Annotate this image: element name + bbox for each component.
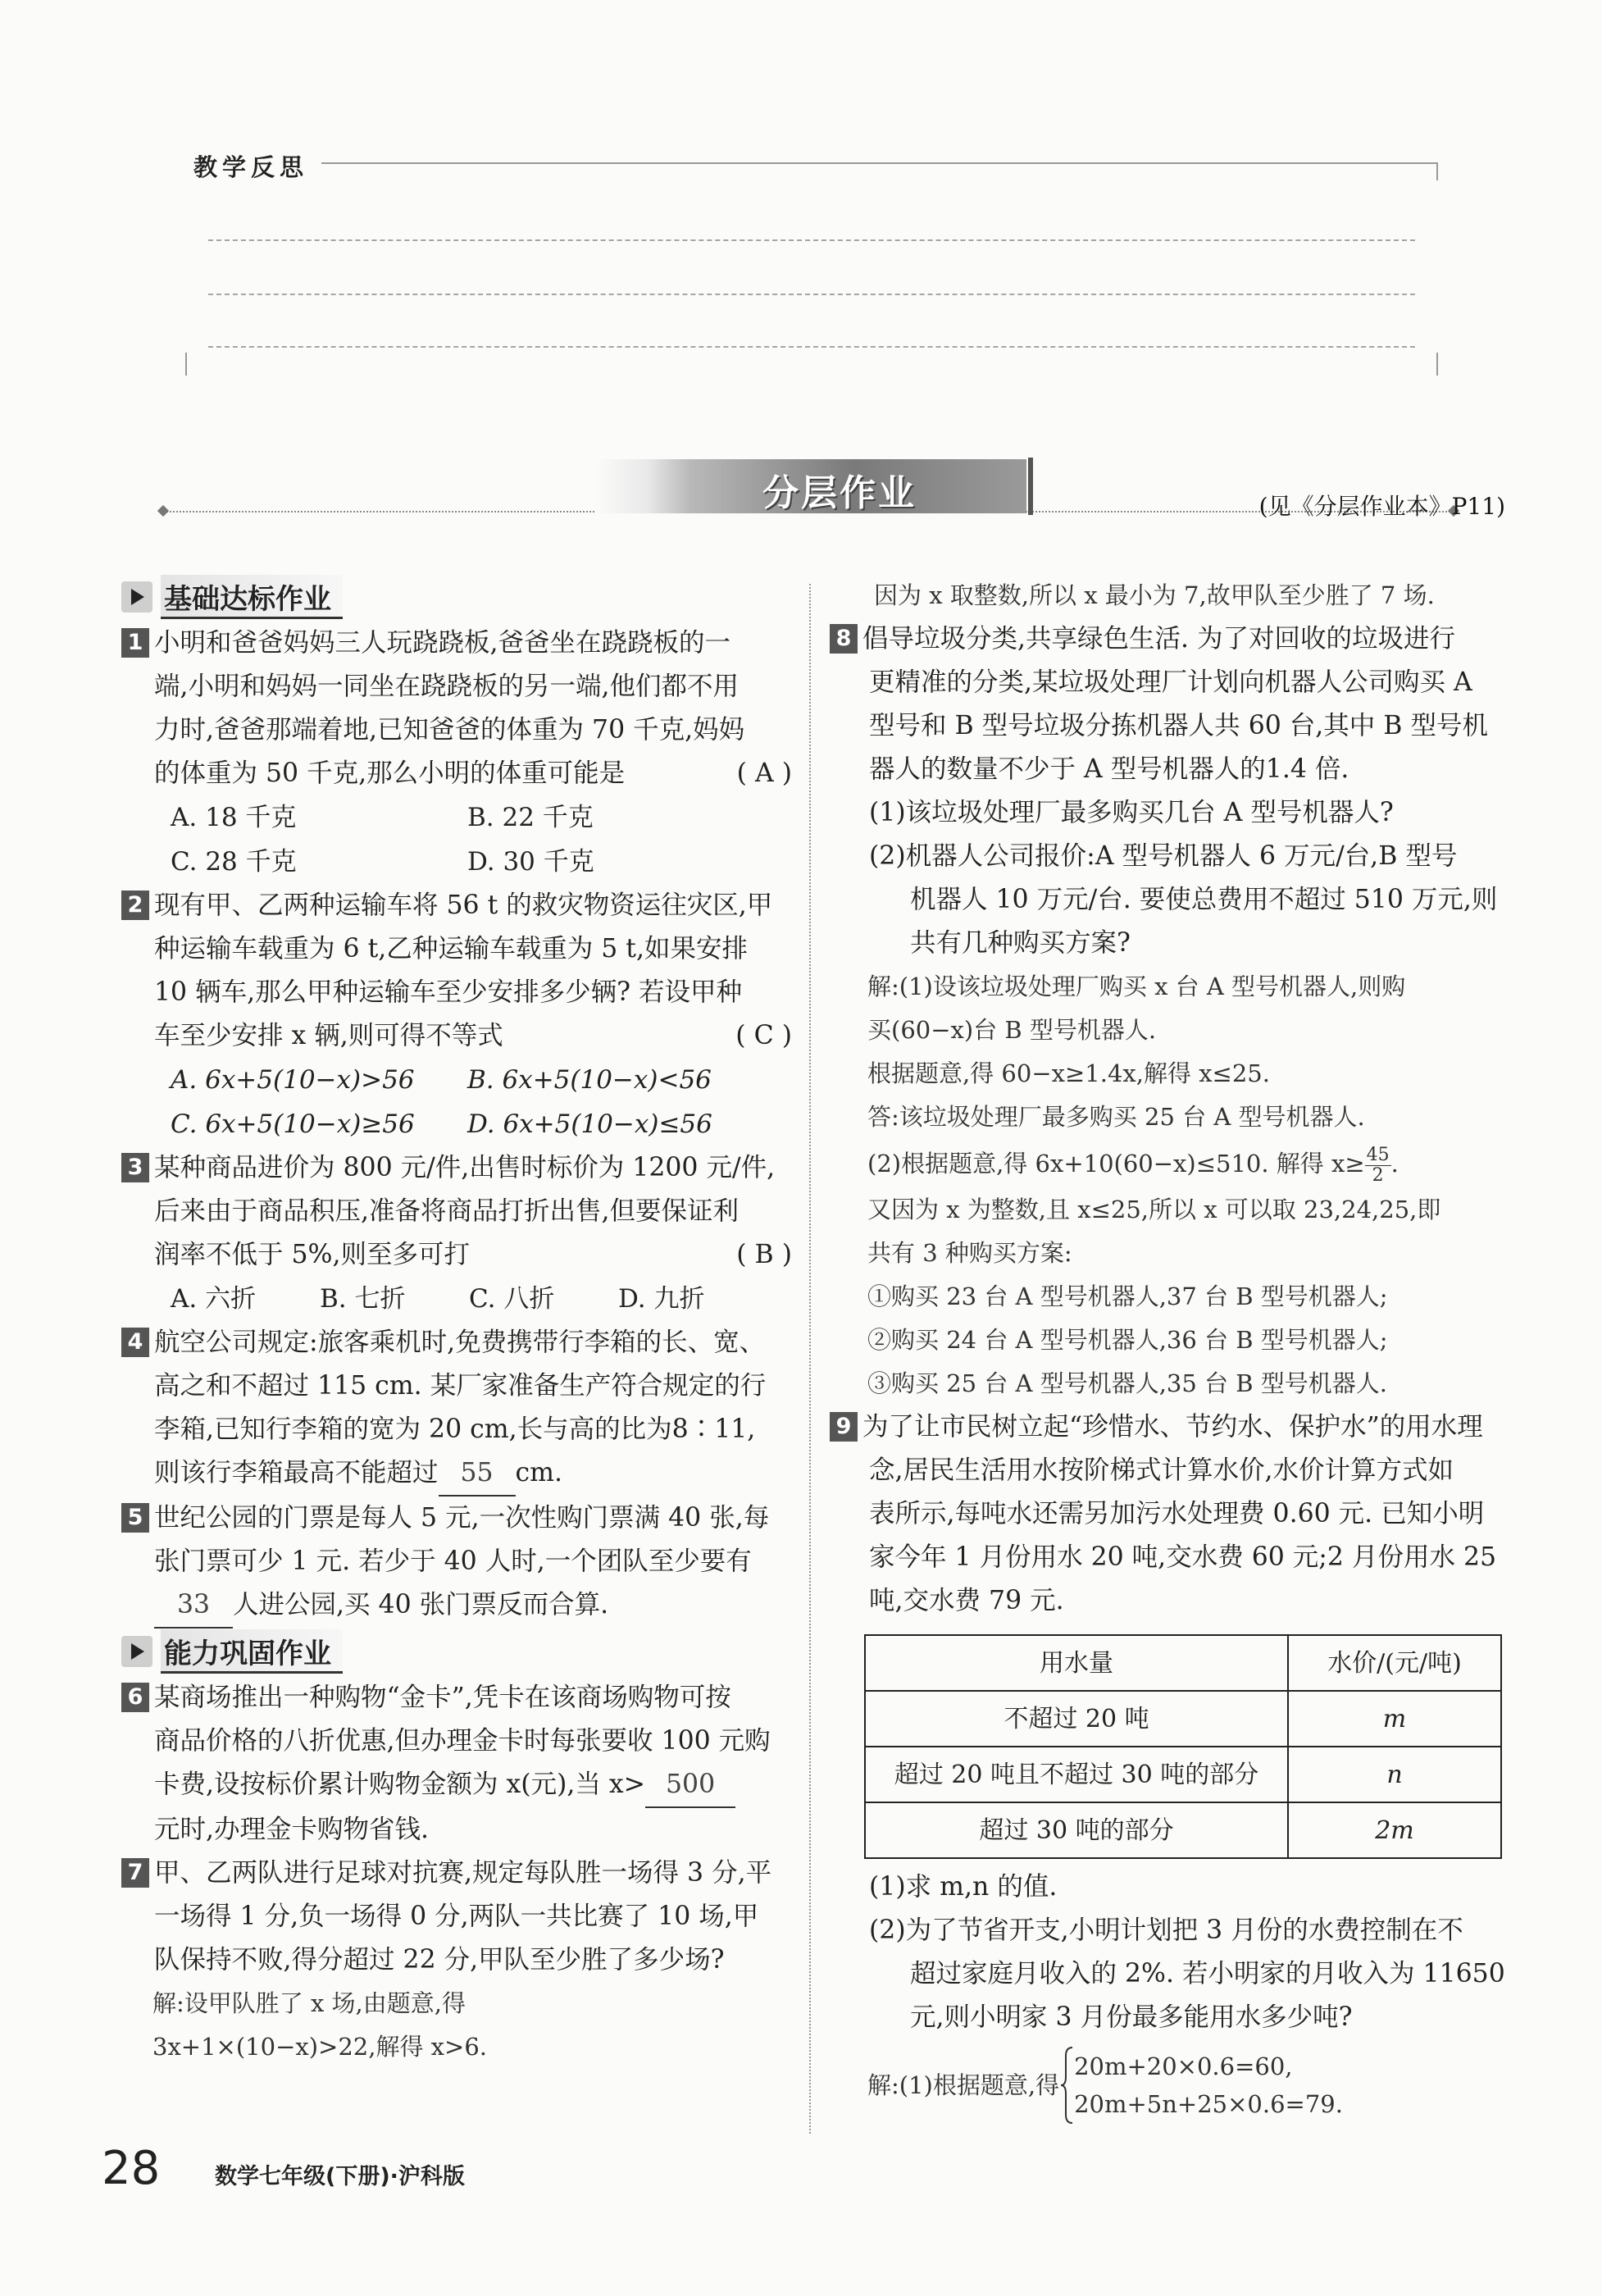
solution-system [830,2046,1510,2125]
table-row [865,1802,1501,1858]
question-4 [121,1321,792,1496]
question-text: 表所示,每吨水还需另加污水处理费 0.60 元. 已知小明 [869,1499,1485,1528]
question-text: 念,居民生活用水按阶梯式计算水价,水价计算方式如 [869,1456,1454,1485]
option-a: A. 6x+5(10−x)>56 [171,1065,415,1095]
section-header-basic [121,577,792,617]
question-text: 倡导垃圾分类,共享绿色生活. 为了对回收的垃圾进行 [862,624,1456,654]
solution-text: 3x+1×(10−x)>22,解得 x>6. [152,2033,487,2061]
question-text: 现有甲、乙两种运输车将 56 t 的救灾物资运往灾区,甲 [154,891,773,920]
table-row [865,1747,1501,1802]
option-d: D. 30 千克 [467,847,594,877]
equation-system [1074,2048,1343,2123]
table-header: 用水量 [865,1635,1288,1691]
question-text: 航空公司规定:旅客乘机时,免费携带行李箱的长、宽、 [154,1328,766,1357]
question-number: 2 [121,891,149,920]
water-price-table [864,1634,1502,1859]
solution-text: 答:该垃圾处理厂最多购买 25 台 A 型号机器人. [867,1103,1365,1131]
equation: 20m+5n+25×0.6=79. [1074,2090,1343,2118]
solution-text: (2)根据题意,得 6x+10(60−x)≤510. 解得 x≥ [867,1150,1365,1178]
reflection-right-bracket [1436,353,1438,376]
workbook-reference: (见《分层作业本》P11) [1258,493,1505,520]
section-title: 能力巩固作业 [161,1629,343,1674]
option-c: C. 八折 [469,1284,555,1314]
reflection-top-line [321,162,1438,164]
question-text: 一场得 1 分,负一场得 0 分,两队一共比赛了 10 场,甲 [154,1902,759,1931]
question-number: 6 [121,1683,149,1712]
option-d: D. 九折 [618,1284,705,1314]
banner-left-dot [157,505,169,517]
arrow-icon [121,1636,152,1667]
banner-end-bar [1028,458,1033,515]
question-text: 润率不低于 5%,则至多可打 [154,1240,470,1269]
question-6 [121,1676,792,1852]
question-text: 更精准的分类,某垃圾处理厂计划向机器人公司购买 A [869,667,1472,697]
question-text: 10 辆车,那么甲种运输车至少安排多少辆? 若设甲种 [154,977,743,1007]
solution-text: 解:(1)设该垃圾处理厂购买 x 台 A 型号机器人,则购 [867,973,1406,1000]
option-d: D. 6x+5(10−x)≤56 [467,1109,712,1139]
question-text: 甲、乙两队进行足球对抗赛,规定每队胜一场得 3 分,平 [154,1858,772,1888]
question-text: 家今年 1 月份用水 20 吨,交水费 60 元;2 月份用水 25 [869,1542,1497,1572]
table-cell: 不超过 20 吨 [865,1691,1288,1747]
question-text: 型号和 B 型号垃圾分拣机器人共 60 台,其中 B 型号机 [869,711,1488,740]
answer-choice: ( A ) [736,758,792,788]
solution-text: 解:设甲队胜了 x 场,由题意,得 [152,1989,466,2017]
question-text: 某商场推出一种购物“金卡”,凭卡在该商场购物可按 [154,1683,731,1712]
table-cell: 超过 20 吨且不超过 30 吨的部分 [865,1747,1288,1802]
solution-text: 根据题意,得 60−x≥1.4x,解得 x≤25. [867,1059,1270,1087]
question-7 [121,1852,792,2069]
arrow-icon [121,581,152,613]
question-5 [121,1496,792,1629]
table-cell: m [1288,1691,1501,1747]
question-text: 世纪公园的门票是每人 5 元,一次性购门票满 40 张,每 [154,1503,770,1533]
fraction-denominator: 2 [1372,1164,1384,1186]
sub-question: (1)求 m,n 的值. [869,1872,1058,1902]
answer-choice: ( B ) [736,1240,792,1269]
reflection-left-bracket [185,353,187,376]
solution-text: 又因为 x 为整数,且 x≤25,所以 x 可以取 23,24,25,即 [867,1196,1441,1223]
question-number: 7 [121,1858,149,1888]
fill-blank-answer: 33 [154,1583,233,1629]
question-text: 的体重为 50 千克,那么小明的体重可能是 [154,758,626,788]
question-text: 张门票可少 1 元. 若少于 40 人时,一个团队至少要有 [154,1547,752,1576]
left-column [121,577,792,2069]
option-c: C. 6x+5(10−x)≥56 [171,1109,415,1139]
sub-question: 元,则小明家 3 月份最多能用水多少吨? [910,2002,1353,2032]
question-text: 商品价格的八折优惠,但办理金卡时每张要收 100 元购 [154,1726,771,1756]
right-column [830,574,1510,2125]
table-header: 水价/(元/吨) [1288,1635,1501,1691]
sub-question: (1)该垃圾处理厂最多购买几台 A 型号机器人? [869,798,1394,827]
solution-text: ②购买 24 台 A 型号机器人,36 台 B 型号机器人; [867,1326,1388,1354]
question-text: 小明和爸爸妈妈三人玩跷跷板,爸爸坐在跷跷板的一 [154,628,731,658]
question-text: cm. [515,1458,563,1487]
fraction-numerator: 45 [1366,1144,1390,1165]
option-c: C. 28 千克 [171,847,297,877]
sub-question: 共有几种购买方案? [910,928,1131,958]
sub-question: (2)机器人公司报价:A 型号机器人 6 万元/台,B 型号 [869,841,1458,871]
question-text: 队保持不败,得分超过 22 分,甲队至少胜了多少场? [154,1945,725,1975]
fraction [1365,1146,1391,1186]
reflection-dashed-line [208,294,1415,295]
question-number: 3 [121,1153,149,1182]
section-title: 基础达标作业 [161,575,343,619]
question-text: 后来由于商品积压,准备将商品打折出售,但要保证利 [154,1196,740,1226]
solution-text: 解:(1)根据题意,得 [867,2070,1060,2099]
question-text: 为了让市民树立起“珍惜水、节约水、保护水”的用水理 [862,1412,1483,1442]
book-title: 数学七年级(下册)·沪科版 [215,2164,465,2189]
solution-text: ③购买 25 台 A 型号机器人,35 台 B 型号机器人. [867,1369,1388,1397]
question-text: 种运输车载重为 6 t,乙种运输车载重为 5 t,如果安排 [154,934,748,963]
question-number: 4 [121,1328,149,1357]
question-number: 9 [830,1412,858,1442]
sub-question: 超过家庭月收入的 2%. 若小明家的月收入为 11650 [910,1959,1505,1988]
question-text: 端,小明和妈妈一同坐在跷跷板的另一端,他们都不用 [154,672,740,701]
page-number: 28 [102,2142,161,2195]
table-row [865,1691,1501,1747]
solution-text: 买(60−x)台 B 型号机器人. [867,1016,1157,1044]
question-2 [121,884,792,1146]
question-text: 高之和不超过 115 cm. 某厂家准备生产符合规定的行 [154,1371,767,1401]
reflection-title: 教学反思 [193,153,309,181]
section-header-ability [121,1632,792,1671]
answer-choice: ( C ) [735,1021,792,1050]
question-text: 吨,交水费 79 元. [869,1586,1064,1615]
reflection-right-cap [1436,162,1438,180]
table-cell: 2m [1288,1802,1501,1858]
fill-blank-answer: 55 [439,1451,516,1496]
question-1 [121,622,792,884]
question-text: 人进公园,买 40 张门票反而合算. [233,1590,609,1620]
banner-title: 分层作业 [762,472,917,514]
column-divider [809,584,811,2134]
question-number: 1 [121,628,149,658]
question-8: 8 倡导垃圾分类,共享绿色生活. 为了对回收的垃圾进行 更精准的分类,某垃圾处理厂计划向机器人公司购买 A 型号和 B 型号垃圾分拣机器人共 60 台,其中 B 型号机 器人的数量不少于 A 型号机器人的1.4 倍. (1)该垃圾处理厂最多购买几台 A 型号机器人? (2)机器人公司报价:A 型号机器人 6 万元/台,B 型号 机器人 10 万元/台. 要使总费用不超过 510 万元,则 共有几种购买方案? 解:(1)设该垃圾处理厂购买 x 台 A 型号机器人,则购 买(60−x)台 B 型号机器人. 根据题意,得 60−x≥1.4x,解得 x≤25. 答:该垃圾处理厂最多购买 25 台 A 型号机器人. (2)根据题意,得 6x+10(60−x)≤510. 解得 x≥ $\frac{45}{2}$ . 又因为 x 为整数,且 x≤25,所以 x 可以取 23,24,25,即 共有 3 种购买方案: ①购买 23 台 A 型号机器人,37 台 B 型号机器人; ②购买 24 台 A 型号机器人,36 台 B 型号机器人; ③购买 25 台 A 型号机器人,35 台 B 型号机器人. [830,617,1510,1405]
option-a: A. 六折 [171,1284,257,1314]
question-number: 5 [121,1503,149,1533]
reflection-dashed-line [208,239,1415,241]
question-9 [830,1405,1510,2125]
table-cell: 超过 30 吨的部分 [865,1802,1288,1858]
reflection-dashed-line [208,346,1415,348]
sub-question: 机器人 10 万元/台. 要使总费用不超过 510 万元,则 [910,885,1498,914]
question-text: 则该行李箱最高不能超过 [154,1458,439,1487]
question-text: 器人的数量不少于 A 型号机器人的1.4 倍. [869,754,1349,784]
question-text: 车至少安排 x 辆,则可得不等式 [154,1021,503,1050]
option-b: B. 七折 [320,1284,406,1314]
solution-text: ①购买 23 台 A 型号机器人,37 台 B 型号机器人; [867,1282,1388,1310]
solution-text: 因为 x 取整数,所以 x 最小为 7,故甲队至少胜了 7 场. [874,581,1435,609]
sub-question: (2)为了节省开支,小明计划把 3 月份的水费控制在不 [869,1916,1463,1945]
table-cell: n [1288,1747,1501,1802]
left-brace-icon [1059,2046,1074,2125]
question-3 [121,1146,792,1321]
question-text: 某种商品进价为 800 元/件,出售时标价为 1200 元/件, [154,1153,776,1182]
solution-text: 共有 3 种购买方案: [867,1239,1072,1267]
question-number: 8 [830,624,858,654]
table-header-row [865,1635,1501,1691]
question-text: 元时,办理金卡购物省钱. [154,1815,430,1844]
equation: 20m+20×0.6=60, [1074,2052,1293,2080]
question-text: 李箱,已知行李箱的宽为 20 cm,长与高的比为8∶11, [154,1414,756,1444]
option-b: B. 22 千克 [467,803,594,832]
fill-blank-answer: 500 [645,1763,735,1808]
option-b: B. 6x+5(10−x)<56 [467,1065,712,1095]
question-text: 卡费,设按标价累计购物金额为 x(元),当 x> [154,1770,646,1799]
question-text: 力时,爸爸那端着地,已知爸爸的体重为 70 千克,妈妈 [154,715,745,745]
option-a: A. 18 千克 [171,803,297,832]
